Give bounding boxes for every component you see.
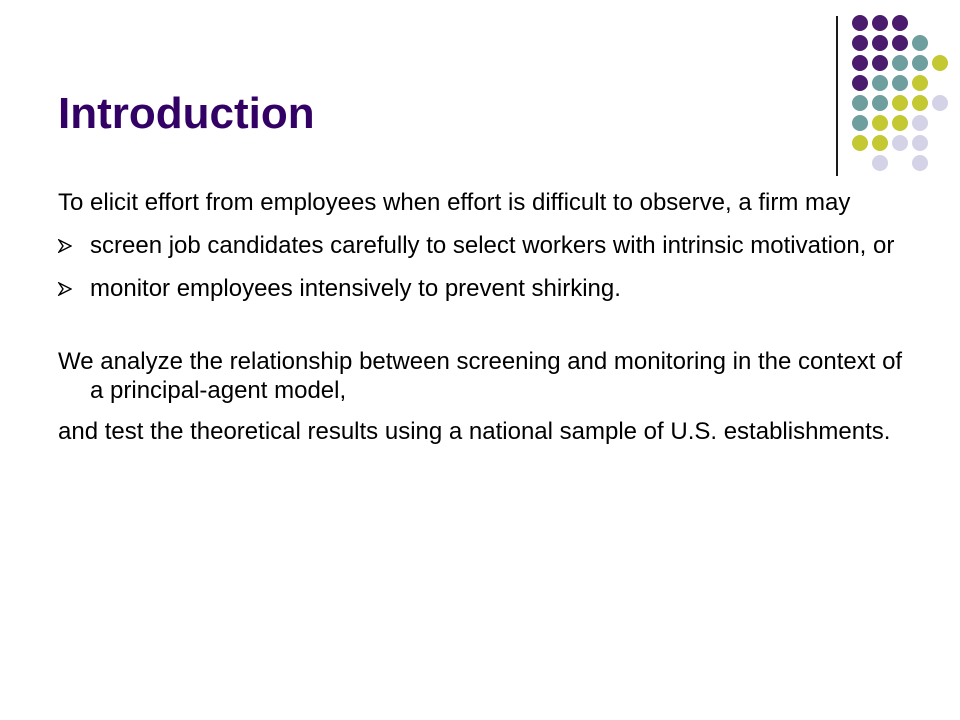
- bullet-item: [58, 274, 908, 303]
- spacer: [58, 317, 908, 347]
- decorative-dot: [892, 35, 908, 51]
- decorative-dot: [892, 135, 908, 151]
- decorative-dot: [932, 95, 948, 111]
- arrowhead-bullet-icon: [58, 282, 72, 296]
- decorative-dot: [852, 115, 868, 131]
- decorative-dot: [852, 135, 868, 151]
- decorative-dot: [872, 55, 888, 71]
- decorative-dot: [852, 55, 868, 71]
- vertical-divider: [836, 16, 838, 176]
- decorative-dot: [912, 55, 928, 71]
- decorative-dot: [872, 155, 888, 171]
- decorative-dot: [892, 115, 908, 131]
- decorative-dot: [872, 135, 888, 151]
- decorative-dot: [872, 95, 888, 111]
- decorative-dot: [912, 115, 928, 131]
- decorative-dot: [852, 95, 868, 111]
- arrowhead-bullet-icon: [58, 239, 72, 253]
- decorative-dot: [892, 55, 908, 71]
- bullet-item: [58, 231, 908, 260]
- decorative-dot: [872, 35, 888, 51]
- decorative-dot: [892, 75, 908, 91]
- slide-body: [58, 188, 908, 460]
- decorative-dot: [852, 35, 868, 51]
- decorative-dot: [912, 95, 928, 111]
- decorative-dot: [892, 95, 908, 111]
- decorative-dot: [852, 15, 868, 31]
- bullet-text: screen job candidates carefully to select workers with intrinsic motivation, or: [90, 232, 895, 259]
- decorative-dot: [932, 55, 948, 71]
- decorative-dot: [912, 155, 928, 171]
- intro-paragraph: To elicit effort from employees when effort is difficult to observe, a firm may: [58, 189, 851, 216]
- decorative-dot: [892, 15, 908, 31]
- decorative-dot: [912, 75, 928, 91]
- analysis-paragraph: We analyze the relationship between screening and monitoring in the context of a principal-agent model,: [58, 348, 903, 404]
- decorative-dot: [872, 115, 888, 131]
- decorative-dot: [872, 75, 888, 91]
- bullet-text: monitor employees intensively to prevent shirking.: [90, 275, 621, 302]
- decorative-dot: [912, 35, 928, 51]
- decorative-dot: [912, 135, 928, 151]
- slide-title: Introduction: [58, 89, 315, 138]
- test-paragraph: and test the theoretical results using a national sample of U.S. establishments.: [58, 418, 891, 445]
- decorative-dot: [852, 75, 868, 91]
- decorative-dot: [872, 15, 888, 31]
